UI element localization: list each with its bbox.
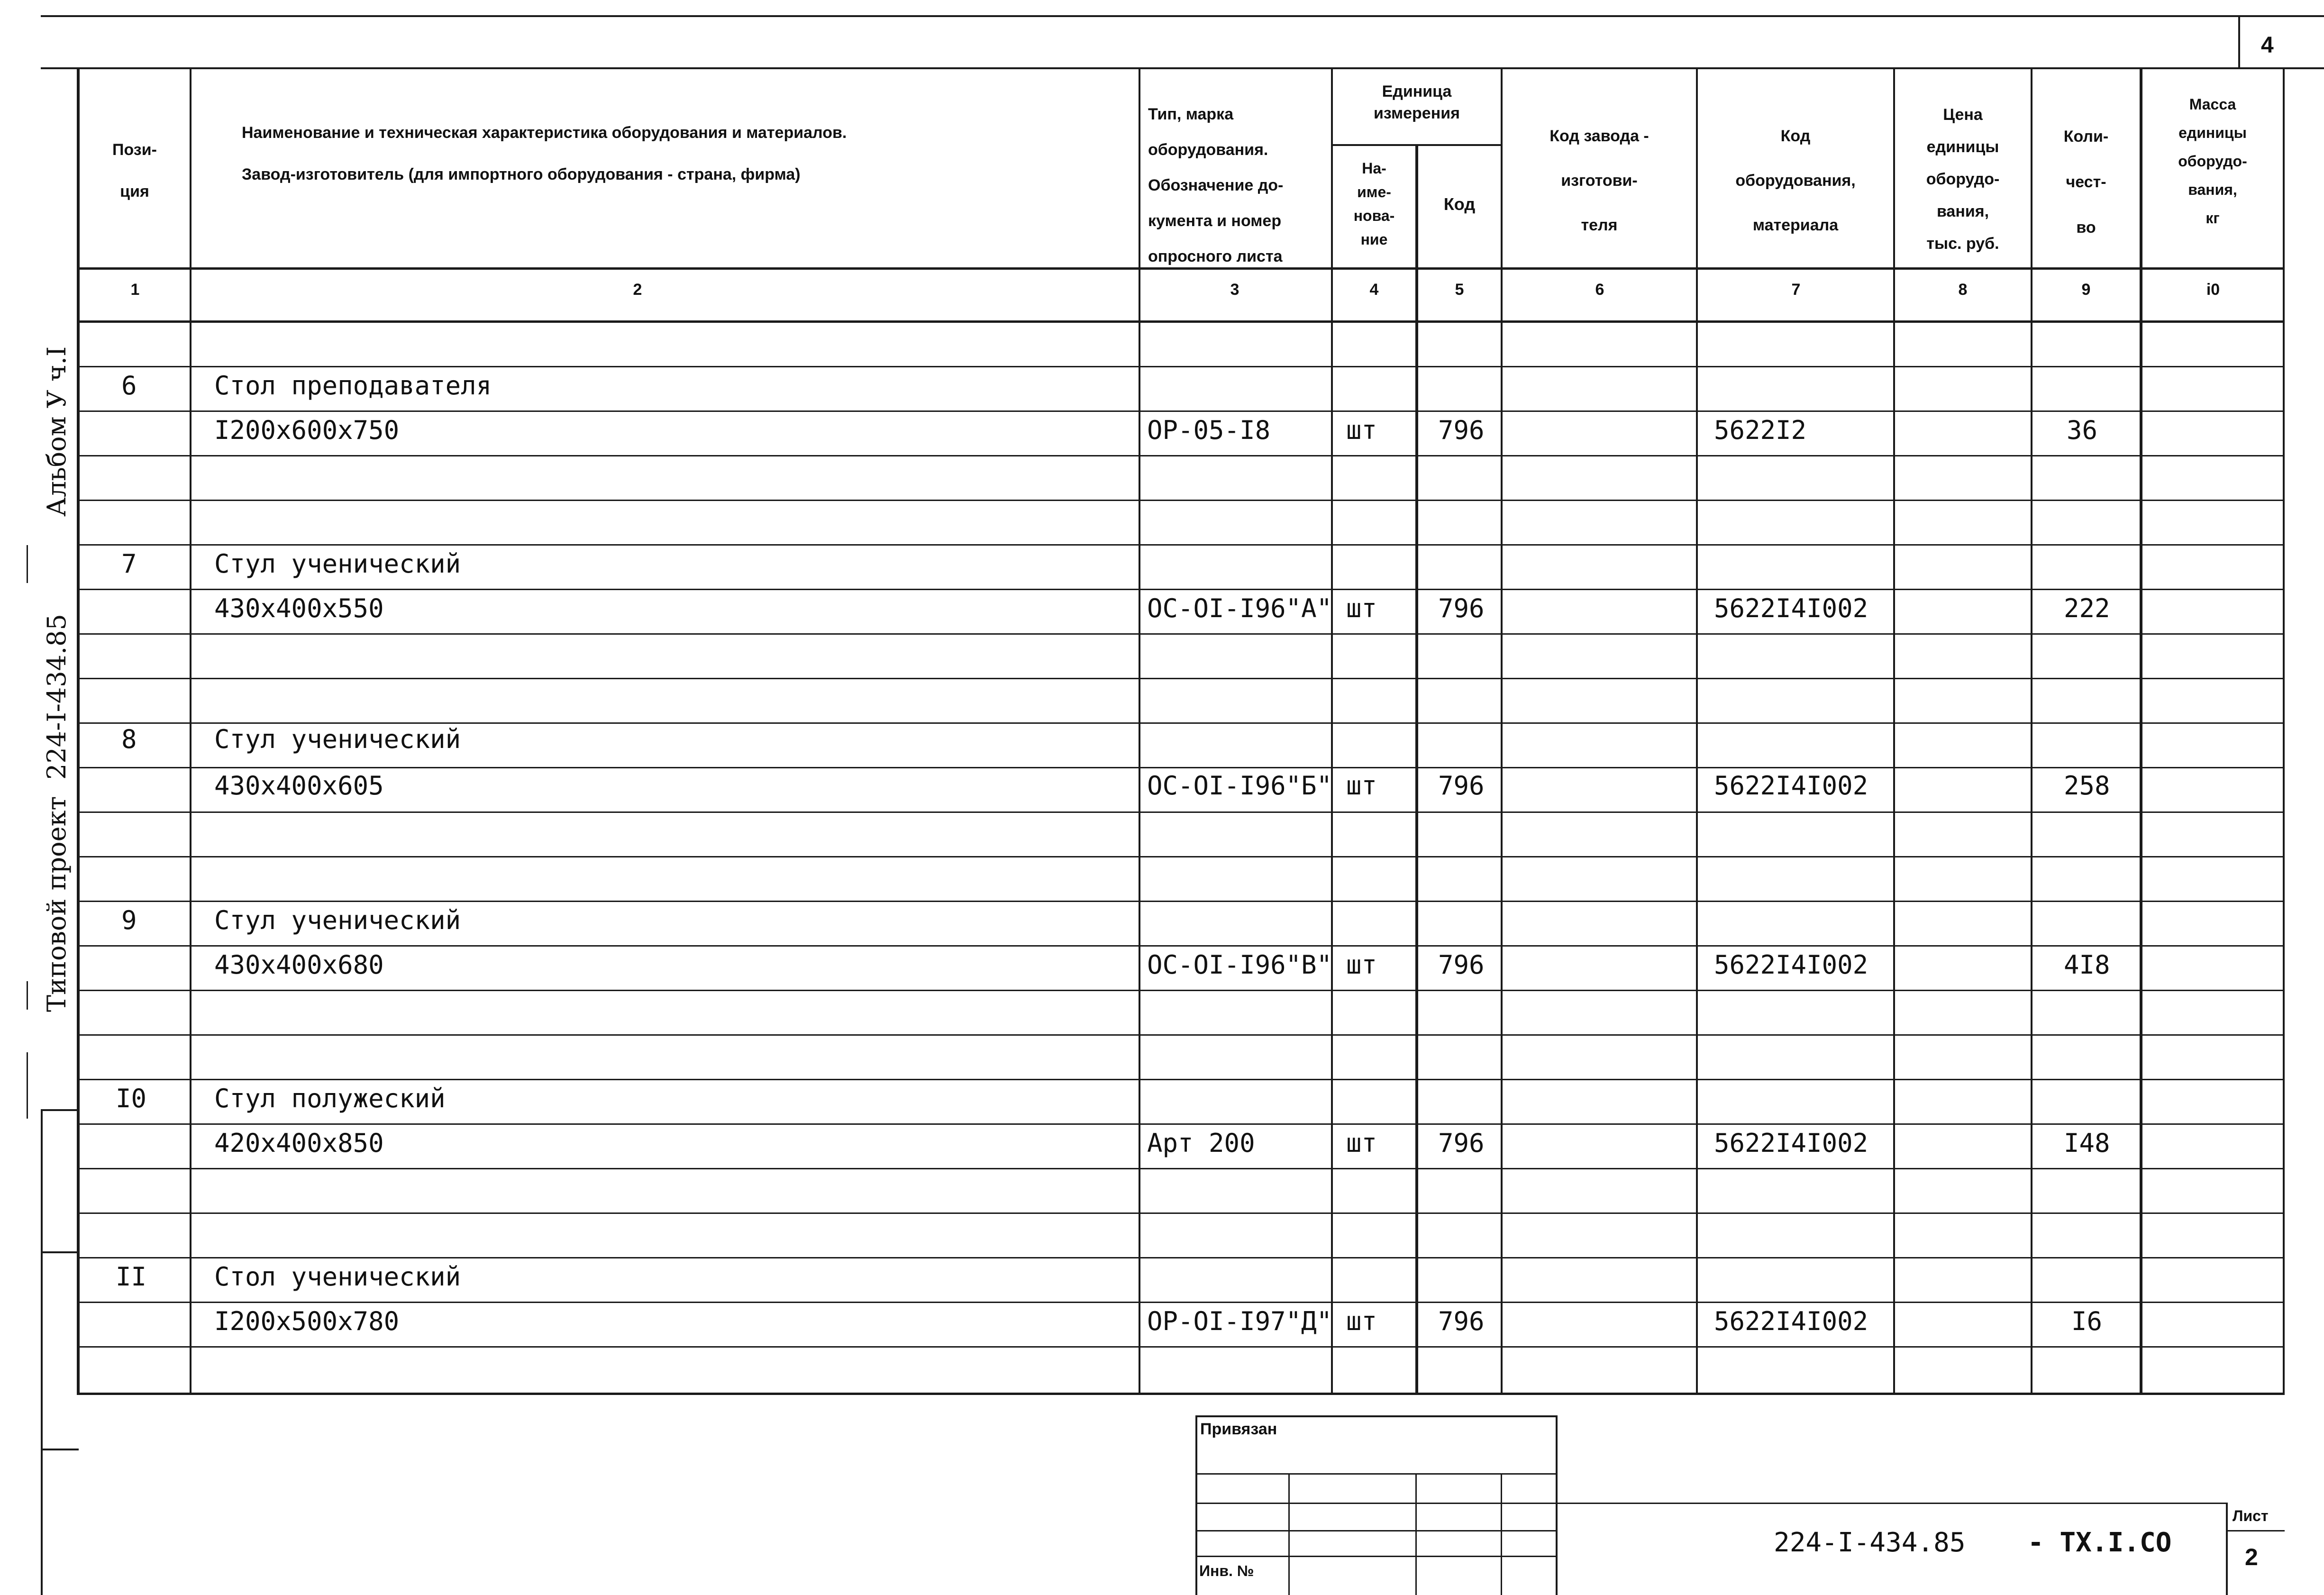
item-unit: шт — [1346, 1128, 1377, 1158]
header-equipment-code: Код оборудования, материала — [1735, 127, 1856, 234]
header-name: Наименование и техническая характеристика оборудования и материалов. Завод-изготовитель (для импортного оборудования - страна, фирма) — [242, 124, 847, 183]
col-number: 4 — [1369, 281, 1379, 299]
item-size: 430x400x550 — [214, 593, 384, 623]
item-type: ОР-05-I8 — [1147, 415, 1271, 445]
side-project-type: Типовой проект — [42, 796, 72, 1012]
stamp-bound-label: Привязан — [1200, 1420, 1277, 1438]
col-number: 5 — [1455, 281, 1464, 299]
item-quantity: 258 — [2064, 771, 2110, 801]
item-unit-code: 796 — [1438, 1306, 1485, 1336]
item-equipment-code: 5622I4I002 — [1714, 950, 1868, 980]
item-quantity: 4I8 — [2064, 950, 2110, 980]
item-name: Стол ученический — [214, 1262, 461, 1292]
header-type: Тип, марка оборудования. Обозначение до- кумента и номер опросного листа — [1148, 105, 1284, 265]
item-unit: шт — [1346, 950, 1377, 980]
item-size: 430x400x680 — [214, 950, 384, 980]
col-number: 3 — [1230, 281, 1239, 299]
col-number: 9 — [2081, 281, 2091, 299]
item-position: 6 — [121, 371, 137, 401]
item-unit-code: 796 — [1438, 1128, 1485, 1158]
item-unit: шт — [1346, 415, 1377, 445]
item-size: I200x600x750 — [214, 415, 400, 445]
header-price: Цена единицы оборудо- вания, тыс. руб. — [1926, 106, 2000, 253]
item-name: Стул ученический — [214, 724, 461, 754]
item-unit-code: 796 — [1438, 950, 1485, 980]
item-equipment-code: 5622I4I002 — [1714, 593, 1868, 623]
item-quantity: 36 — [2067, 415, 2098, 445]
item-type: ОС-OI-I96"Б" — [1147, 771, 1332, 801]
col-number: 1 — [130, 281, 140, 299]
header-position: Пози- ция — [112, 141, 157, 201]
header-quantity: Коли- чест- во — [2063, 128, 2109, 237]
col-number: i0 — [2206, 281, 2220, 299]
item-name: Стол преподавателя — [214, 371, 492, 401]
document-code: 224-I-434.85 — [1774, 1527, 1966, 1558]
item-unit-code: 796 — [1438, 771, 1485, 801]
item-position: 7 — [121, 549, 137, 579]
item-unit: шт — [1346, 1306, 1377, 1336]
item-size: 420x400x850 — [214, 1128, 384, 1158]
item-equipment-code: 5622I2 — [1714, 415, 1807, 445]
item-name: Стул полужеский — [214, 1084, 446, 1113]
item-quantity: I6 — [2071, 1306, 2103, 1336]
header-unit-name: На- име- нова- ние — [1353, 160, 1395, 248]
item-type: ОР-OI-I97"Д" — [1147, 1306, 1332, 1336]
col-number: 8 — [1958, 281, 1968, 299]
item-position: II — [116, 1262, 147, 1292]
item-unit: шт — [1346, 593, 1377, 623]
document-suffix: - ТХ.I.СО — [2028, 1527, 2172, 1558]
item-position: 8 — [121, 724, 137, 754]
item-type: ОС-OI-I96"А" — [1147, 593, 1332, 623]
item-unit-code: 796 — [1438, 593, 1485, 623]
sheet-number-top: 4 — [2261, 33, 2274, 58]
item-equipment-code: 5622I4I002 — [1714, 771, 1868, 801]
stamp-inventory-label: Инв. № — [1199, 1562, 1254, 1579]
item-type: Арт 200 — [1147, 1128, 1255, 1158]
item-quantity: 222 — [2064, 593, 2110, 623]
item-size: 430x400x605 — [214, 771, 384, 801]
sheet-number: 2 — [2245, 1544, 2258, 1570]
col-number: 6 — [1595, 281, 1604, 299]
item-unit-code: 796 — [1438, 415, 1485, 445]
item-equipment-code: 5622I4I002 — [1714, 1128, 1868, 1158]
header-mass: Масса единицы оборудо- вания, кг — [2178, 96, 2247, 227]
item-name: Стул ученический — [214, 905, 461, 935]
item-type: ОС-OI-I96"В" — [1147, 950, 1332, 980]
header-factory-code: Код завода - изготови- теля — [1549, 127, 1649, 234]
item-equipment-code: 5622I4I002 — [1714, 1306, 1868, 1336]
item-position: I0 — [116, 1084, 147, 1113]
header-unit-code: Код — [1443, 194, 1476, 214]
col-number: 7 — [1791, 281, 1801, 299]
col-number: 2 — [633, 281, 642, 299]
item-size: I200x500x780 — [214, 1306, 400, 1336]
item-name: Стул ученический — [214, 549, 461, 579]
side-project-code: 224-I-434.85 — [42, 614, 72, 780]
side-album-label: Альбом У ч.I — [42, 346, 72, 517]
item-unit: шт — [1346, 771, 1377, 801]
sheet-label: Лист — [2233, 1507, 2269, 1524]
header-unit-group: Единица измерения — [1374, 82, 1460, 122]
item-quantity: I48 — [2064, 1128, 2110, 1158]
item-position: 9 — [121, 905, 137, 935]
